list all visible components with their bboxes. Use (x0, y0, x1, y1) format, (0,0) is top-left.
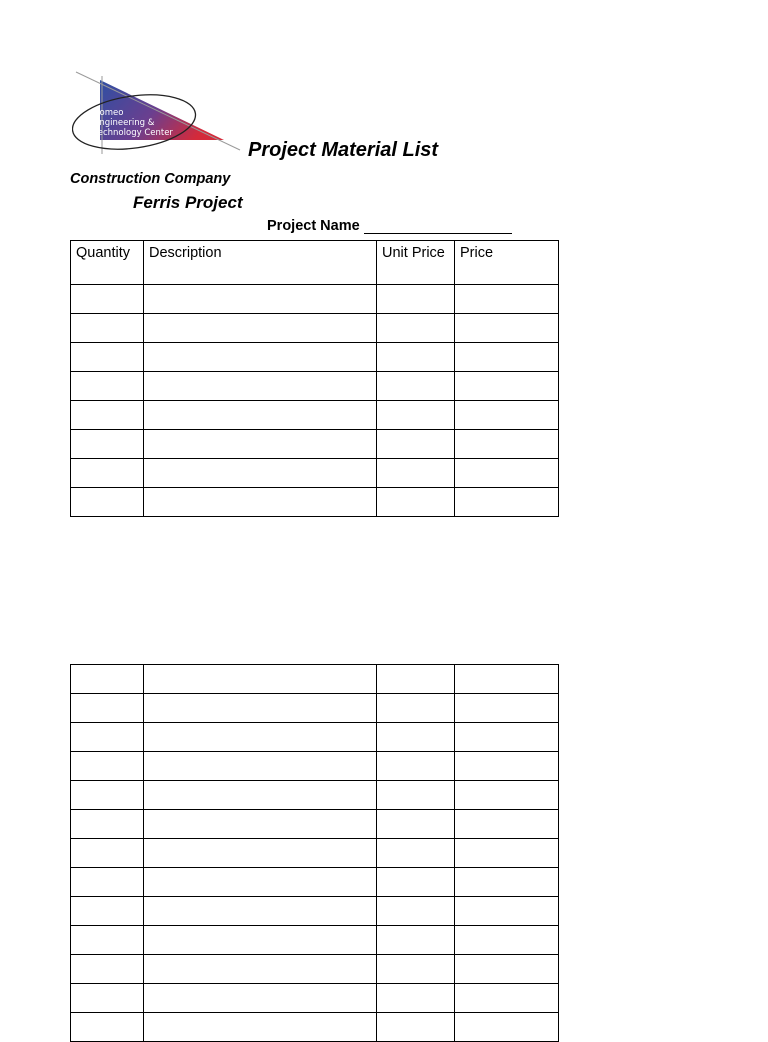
quantity-cell[interactable] (71, 839, 144, 868)
unit-price-cell[interactable] (377, 285, 455, 314)
unit-price-cell[interactable] (377, 488, 455, 517)
quantity-cell[interactable] (71, 694, 144, 723)
unit-price-cell[interactable] (377, 810, 455, 839)
description-cell[interactable] (144, 723, 377, 752)
table-row (71, 752, 559, 781)
quantity-cell[interactable] (71, 723, 144, 752)
unit-price-cell[interactable] (377, 459, 455, 488)
description-cell[interactable] (144, 926, 377, 955)
table-row (71, 955, 559, 984)
description-cell[interactable] (144, 868, 377, 897)
unit-price-cell[interactable] (377, 694, 455, 723)
description-cell[interactable] (144, 1013, 377, 1042)
quantity-cell[interactable] (71, 897, 144, 926)
price-cell[interactable] (455, 285, 559, 314)
unit-price-cell[interactable] (377, 401, 455, 430)
price-cell[interactable] (455, 984, 559, 1013)
table-row (71, 459, 559, 488)
unit-price-cell[interactable] (377, 839, 455, 868)
document-title: Project Material List (248, 139, 439, 161)
description-cell[interactable] (144, 839, 377, 868)
quantity-cell[interactable] (71, 314, 144, 343)
table-row (71, 430, 559, 459)
unit-price-cell[interactable] (377, 430, 455, 459)
table-row (71, 723, 559, 752)
quantity-cell[interactable] (71, 984, 144, 1013)
unit-price-cell[interactable] (377, 372, 455, 401)
material-table-1 (70, 240, 559, 517)
description-cell[interactable] (144, 459, 377, 488)
table-row (71, 781, 559, 810)
price-cell[interactable] (455, 723, 559, 752)
table-row (71, 868, 559, 897)
price-cell[interactable] (455, 372, 559, 401)
price-cell[interactable] (455, 665, 559, 694)
description-cell[interactable] (144, 488, 377, 517)
price-cell[interactable] (455, 897, 559, 926)
description-cell[interactable] (144, 752, 377, 781)
description-cell[interactable] (144, 343, 377, 372)
table-row (71, 810, 559, 839)
header-price: Price (455, 241, 559, 285)
description-cell[interactable] (144, 955, 377, 984)
description-cell[interactable] (144, 665, 377, 694)
logo-line-3: Technology Center (94, 128, 173, 138)
unit-price-cell[interactable] (377, 955, 455, 984)
table-row (71, 488, 559, 517)
unit-price-cell[interactable] (377, 723, 455, 752)
romeo-engineering-logo (72, 68, 242, 156)
quantity-cell[interactable] (71, 401, 144, 430)
unit-price-cell[interactable] (377, 984, 455, 1013)
description-cell[interactable] (144, 781, 377, 810)
logo-line-2: Engineering & (94, 118, 155, 128)
description-cell[interactable] (144, 897, 377, 926)
quantity-cell[interactable] (71, 665, 144, 694)
unit-price-cell[interactable] (377, 665, 455, 694)
description-cell[interactable] (144, 314, 377, 343)
unit-price-cell[interactable] (377, 314, 455, 343)
quantity-cell[interactable] (71, 752, 144, 781)
price-cell[interactable] (455, 401, 559, 430)
table-row (71, 401, 559, 430)
description-cell[interactable] (144, 810, 377, 839)
price-cell[interactable] (455, 694, 559, 723)
price-cell[interactable] (455, 343, 559, 372)
header-quantity: Quantity (71, 241, 144, 285)
table-row (71, 897, 559, 926)
quantity-cell[interactable] (71, 372, 144, 401)
description-cell[interactable] (144, 372, 377, 401)
description-cell[interactable] (144, 694, 377, 723)
unit-price-cell[interactable] (377, 868, 455, 897)
project-label: Ferris Project (133, 193, 243, 212)
table-header-row (71, 241, 559, 285)
header-description: Description (144, 241, 377, 285)
table-row (71, 984, 559, 1013)
table-row (71, 694, 559, 723)
table-row (71, 372, 559, 401)
quantity-cell[interactable] (71, 343, 144, 372)
project-name-label: Project Name (267, 218, 360, 234)
quantity-cell[interactable] (71, 781, 144, 810)
unit-price-cell[interactable] (377, 752, 455, 781)
price-cell[interactable] (455, 926, 559, 955)
price-cell[interactable] (455, 752, 559, 781)
quantity-cell[interactable] (71, 810, 144, 839)
header-unit-price: Unit Price (377, 241, 455, 285)
price-cell[interactable] (455, 839, 559, 868)
quantity-cell[interactable] (71, 926, 144, 955)
company-label: Construction Company (70, 171, 231, 187)
description-cell[interactable] (144, 285, 377, 314)
price-cell[interactable] (455, 781, 559, 810)
price-cell[interactable] (455, 1013, 559, 1042)
unit-price-cell[interactable] (377, 897, 455, 926)
price-cell[interactable] (455, 459, 559, 488)
project-name-blank[interactable] (364, 218, 512, 234)
material-table-2 (70, 664, 559, 1042)
logo-line-1: Romeo (94, 108, 124, 118)
project-name-field (267, 218, 512, 234)
quantity-cell[interactable] (71, 430, 144, 459)
description-cell[interactable] (144, 430, 377, 459)
unit-price-cell[interactable] (377, 781, 455, 810)
table-row (71, 926, 559, 955)
table-row (71, 839, 559, 868)
price-cell[interactable] (455, 488, 559, 517)
table-row (71, 343, 559, 372)
table-row (71, 665, 559, 694)
description-cell[interactable] (144, 401, 377, 430)
table-row (71, 314, 559, 343)
price-cell[interactable] (455, 955, 559, 984)
price-cell[interactable] (455, 314, 559, 343)
unit-price-cell[interactable] (377, 926, 455, 955)
unit-price-cell[interactable] (377, 343, 455, 372)
table-row (71, 285, 559, 314)
quantity-cell[interactable] (71, 459, 144, 488)
quantity-cell[interactable] (71, 955, 144, 984)
quantity-cell[interactable] (71, 868, 144, 897)
price-cell[interactable] (455, 430, 559, 459)
description-cell[interactable] (144, 984, 377, 1013)
price-cell[interactable] (455, 868, 559, 897)
quantity-cell[interactable] (71, 285, 144, 314)
unit-price-cell[interactable] (377, 1013, 455, 1042)
quantity-cell[interactable] (71, 488, 144, 517)
table-row (71, 1013, 559, 1042)
price-cell[interactable] (455, 810, 559, 839)
quantity-cell[interactable] (71, 1013, 144, 1042)
